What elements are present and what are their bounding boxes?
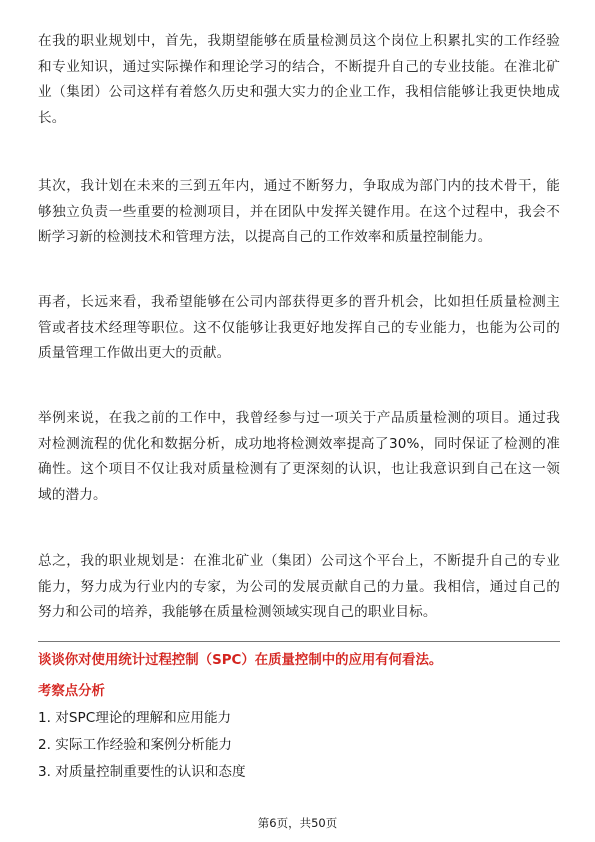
paragraph-summary: 总之，我的职业规划是：在淮北矿业（集团）公司这个平台上，不断提升自己的专业能力，努力成为行业内的专家，为公司的发展贡献自己的力量。我相信，通过自己的努力和公司的培养，我能够在质量检测领域实现自己的职业目标。 — [38, 553, 560, 620]
paragraph-example: 举例来说，在我之前的工作中，我曾经参与过一项关于产品质量检测的项目。通过我对检测流程的优化和数据分析，成功地将检测效率提高了30%，同时保证了检测的准确性。这个项目不仅让我对质量检测有了更深刻的认识，也让我意识到自己在这一领域的潜力。 — [38, 410, 560, 503]
analysis-points-list — [38, 708, 560, 789]
analysis-point: 3. 对质量控制重要性的认识和态度 — [38, 764, 246, 780]
paragraph-career-plan-first: 在我的职业规划中，首先，我期望能够在质量检测员这个岗位上积累扎实的工作经验和专业知识，通过实际操作和理论学习的结合，不断提升自己的专业技能。在淮北矿业（集团）公司这样有着悠久历史和强大实力的企业工作，我相信能够让我更快地成长。 — [38, 33, 560, 126]
analysis-point: 2. 实际工作经验和案例分析能力 — [38, 737, 233, 753]
paragraph-career-plan-second: 其次，我计划在未来的三到五年内，通过不断努力，争取成为部门内的技术骨干，能够独立负责一些重要的检测项目，并在团队中发挥关键作用。在这个过程中，我会不断学习新的检测技术和管理方法，以提高自己的工作效率和质量控制能力。 — [38, 178, 560, 245]
page-number-footer: 第6页，共50页 — [257, 816, 338, 830]
paragraph-career-plan-long-term: 再者，长远来看，我希望能够在公司内部获得更多的晋升机会，比如担任质量检测主管或者技术经理等职位。这不仅能够让我更好地发挥自己的专业能力，也能为公司的质量管理工作做出更大的贡献。 — [38, 294, 560, 361]
section-divider — [38, 641, 560, 642]
interview-question: 谈谈你对使用统计过程控制（SPC）在质量控制中的应用有何看法。 — [38, 653, 443, 668]
analysis-point: 1. 对SPC理论的理解和应用能力 — [38, 710, 232, 726]
analysis-heading: 考察点分析 — [38, 684, 105, 699]
